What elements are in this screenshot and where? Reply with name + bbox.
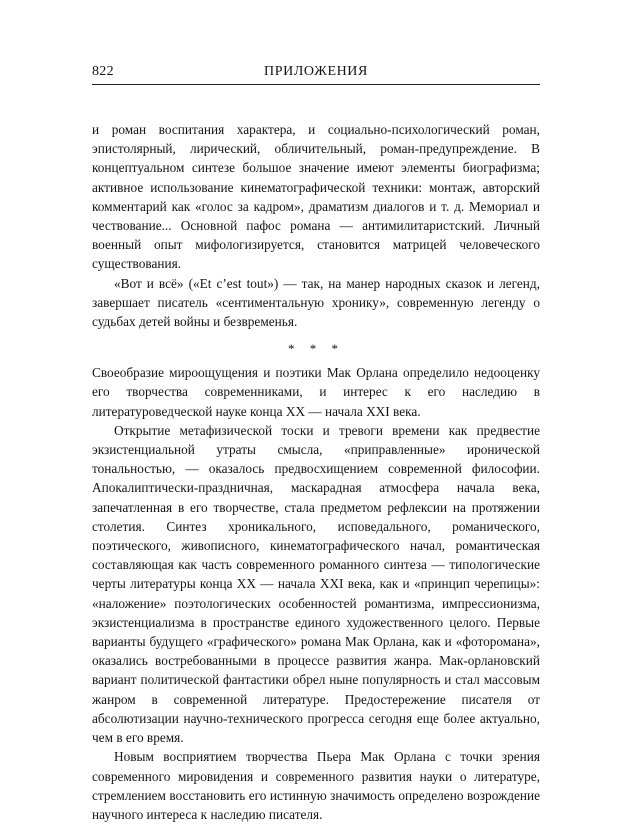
paragraph: Своеобразие мироощущения и поэтики Мак Орлана определило недооценку его творчества современниками, и интерес к его наследию в литературоведческой науке конца XX — начала XXI века.	[92, 365, 540, 419]
section-separator: * * *	[288, 341, 344, 357]
header-rule	[92, 84, 540, 85]
page-number: 822	[92, 64, 114, 79]
paragraph: Новым восприятием творчества Пьера Мак Орлана с точки зрения современного мировидения и современного развития науки о литературе, стремлением восстановить его истинную значимость определено возрождение научного интереса к наследию писателя.	[92, 749, 540, 822]
book-page	[92, 62, 540, 822]
paragraph: и роман воспитания характера, и социально-психологический роман, эпистолярный, лирический, обличительный, роман-предупреждение. В концептуальном синтезе большое значение имеют элементы биографизма; активное использование кинематографической техники: монтаж, авторский комментарий как «голос за кадром», драматизм диалогов и т. д. Мемориал и чествование... Основной пафос романа — антимилитаристский. Личный военный опыт мифологизируется, становится матрицей человеческого существования.	[92, 122, 540, 272]
paragraph: Открытие метафизической тоски и тревоги времени как предвестие экзистенциальной утраты смысла, «приправленные» иронической тональностью, — оказалось предвосхищением современной философии. Апокалиптически-праздничная, маскарадная атмосфера начала века, запечатленная в его творчестве, стала предметом рефлексии на протяжении столетия. Синтез хроникального, исповедального, романического, поэтического, живописного, кинематографического начал, романтическая составляющая как часть современного романного синтеза — типологические черты литературы конца XX — начала XXI века, как и «принцип черепицы»: «наложение» поэтологических особенностей романтизма, импрессионизма, экзистенциализма в пространстве единого художественного целого. Первые варианты будущего «графического» романа Мак Орлана, как и «фоторомана», оказались востребованными в процессе развития жанра. Мак-орлановский вариант политической фантастики обрел ныне популярность и стал массовым жанром в современной литературе. Предостережение писателя от абсолютизации научно-технического прогресса сегодня еще более актуально, чем в его время.	[92, 422, 540, 746]
main-text	[92, 120, 540, 824]
running-title: ПРИЛОЖЕНИЯ	[264, 64, 368, 79]
paragraph: «Вот и всё» («Et c’est tout») — так, на манер народных сказок и легенд, завершает писатель «сентиментальную хронику», современную легенду о судьбах детей войны и безвременья.	[92, 275, 540, 330]
running-header	[92, 62, 540, 84]
